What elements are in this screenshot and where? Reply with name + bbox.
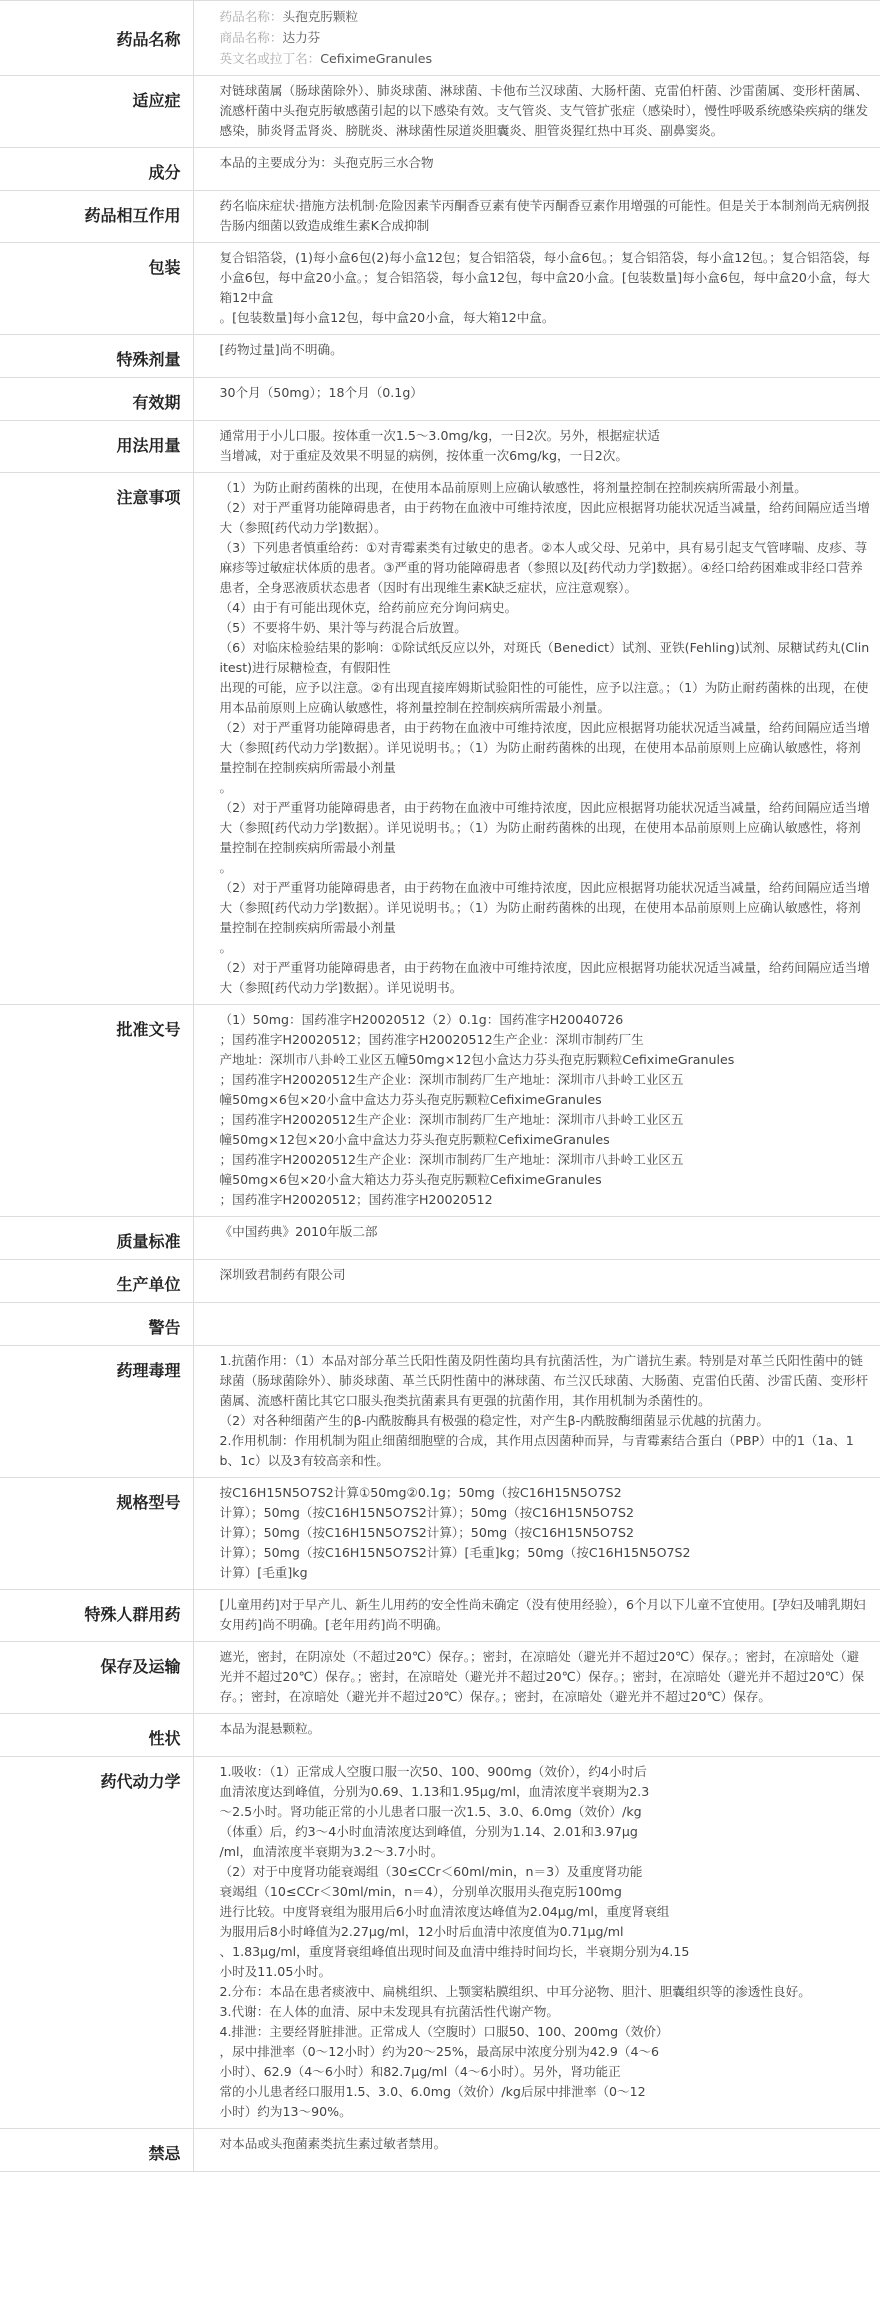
row-text: 本品的主要成分为：头孢克肟三水合物 [219, 155, 434, 170]
generic-name-line: 药品名称：头孢克肟颗粒 [219, 9, 359, 24]
row-label: 质量标准 [0, 1217, 193, 1260]
row-value [193, 2129, 880, 2172]
row-label: 保存及运输 [0, 1642, 193, 1714]
row-label: 性状 [0, 1714, 193, 1757]
row-label: 用法用量 [0, 421, 193, 473]
row-text: （1）为防止耐药菌株的出现，在使用本品前原则上应确认敏感性，将剂量控制在控制疾病所需最小剂量。 （2）对于严重肾功能障碍患者，由于药物在血液中可维持浓度，因此应根据肾功能状况适当减量，给药间隔应适当增大（参照[药代动力学]数据）。 （3）下列患者慎重给药：①对青霉素类有过敏史的患者。②本人或父母、兄弟中，具有易引起支气管哮喘、皮疹、荨麻疹等过敏症状体质的患者。③严重的肾功能障碍患者（参照以及[药代动力学]数据）。④经口给药困难或非经口营养患者，全身恶液质状态患者（因时有出现维生素K缺乏症状，应注意观察）。 （4）由于有可能出现休克，给药前应充分询问病史。 （5）不要将牛奶、果汁等与药混合后放置。 （6）对临床检验结果的影响：①除试纸反应以外，对斑氏（Benedict）试剂、亚铁(Fehling)试剂、尿糖试药丸(Clinitest)进行尿糖检查，有假阳性 出现的可能，应予以注意。②有出现直接库姆斯试验阳性的可能性，应予以注意。；（1）为防止耐药菌株的出现，在使用本品前原则上应确认敏感性，将剂量控制在控制疾病所需最小剂量。 （2）对于严重肾功能障碍患者，由于药物在血液中可维持浓度，因此应根据肾功能状况适当减量，给药间隔应适当增大（参照[药代动力学]数据）。详见说明书。；（1）为防止耐药菌株的出现，在使用本品前原则上应确认敏感性，将剂量控制在控制疾病所需最小剂量 。 （2）对于严重肾功能障碍患者，由于药物在血液中可维持浓度，因此应根据肾功能状况适当减量，给药间隔应适当增大（参照[药代动力学]数据）。详见说明书。；（1）为防止耐药菌株的出现，在使用本品前原则上应确认敏感性，将剂量控制在控制疾病所需最小剂量 。 （2）对于严重肾功能障碍患者，由于药物在血液中可维持浓度，因此应根据肾功能状况适当减量，给药间隔应适当增大（参照[药代动力学]数据）。详见说明书。；（1）为防止耐药菌株的出现，在使用本品前原则上应确认敏感性，将剂量控制在控制疾病所需最小剂量 。 （2）对于严重肾功能障碍患者，由于药物在血液中可维持浓度，因此应根据肾功能状况适当减量，给药间隔应适当增大（参照[药代动力学]数据）。详见说明书。 [219, 480, 870, 995]
english-name-line: 英文名或拉丁名：CefiximeGranules [219, 51, 433, 66]
row-appearance [0, 1714, 880, 1757]
row-approval-number [0, 1005, 880, 1217]
row-label: 禁忌 [0, 2129, 193, 2172]
row-text: 复合铝箔袋，(1)每小盒6包(2)每小盒12包；复合铝箔袋，每小盒6包。；复合铝箔袋，每小盒12包。；复合铝箔袋，每小盒6包，每中盒20小盒。；复合铝箔袋，每小盒12包，每中盒20小盒。[包装数量]每小盒6包，每中盒20小盒，每大箱12中盒 。[包装数量]每小盒12包，每中盒20小盒，每大箱12中盒。 [219, 250, 870, 325]
row-quality-standard [0, 1217, 880, 1260]
row-text: [药物过量]尚不明确。 [219, 342, 343, 357]
row-value [193, 191, 880, 243]
row-text: [儿童用药]对于早产儿、新生儿用药的安全性尚未确定（没有使用经验），6个月以下儿童不宜使用。[孕妇及哺乳期妇女用药]尚不明确。[老年用药]尚不明确。 [219, 1597, 866, 1632]
row-specification [0, 1478, 880, 1590]
generic-name-key: 药品名称 [219, 9, 270, 24]
row-value [193, 1303, 880, 1346]
row-text: 1.吸收：（1）正常成人空腹口服一次50、100、900mg（效价），约4小时后 血清浓度达到峰值，分别为0.69、1.13和1.95μg/ml，血清浓度半衰期为2.3 ～2.5小时。肾功能正常的小儿患者口服一次1.5、3.0、6.0mg（效价）/kg （体重）后，约3～4小时血清浓度达到峰值，分别为1.14、2.01和3.97μg /ml，血清浓度半衰期为3.2～3.7小时。 （2）对于中度肾功能衰竭组（30≤CCr＜60ml/min，n＝3）及重度肾功能 衰竭组（10≤CCr＜30ml/min，n＝4），分别单次服用头孢克肟100mg 进行比较。中度肾衰组为服用后6小时血清浓度达峰值为2.04μg/ml，重度肾衰组 为服用后8小时峰值为2.27μg/ml，12小时后血清中浓度值为0.71μg/ml 、1.83μg/ml，重度肾衰组峰值出现时间及血清中维持时间均长，半衰期分别为4.15 小时及11.05小时。 2.分布：本品在患者痰液中、扁桃组织、上颚窦粘膜组织、中耳分泌物、胆汁、胆囊组织等的渗透性良好。 3.代谢：在人体的血清、尿中未发现具有抗菌活性代谢产物。 4.排泄：主要经肾脏排泄。正常成人（空腹时）口服50、100、200mg（效价） ，尿中排泄率（0～12小时）约为20～25%，最高尿中浓度分别为42.9（4～6 小时）、62.9（4～6小时）和82.7μg/ml（4～6小时）。另外，肾功能正 常的小儿患者经口服用1.5、3.0、6.0mg（效价）/kg后尿中排泄率（0～12 小时）约为13～90%。 [219, 1764, 811, 2119]
row-label: 适应症 [0, 76, 193, 148]
trade-name-value: 达力芬 [282, 30, 321, 45]
row-value [193, 76, 880, 148]
row-text: 《中国药典》2010年版二部 [219, 1224, 378, 1239]
row-pharmacology [0, 1346, 880, 1478]
row-indications [0, 76, 880, 148]
row-text: 对本品或头孢菌素类抗生素过敏者禁用。 [219, 2136, 447, 2151]
row-value [193, 1346, 880, 1478]
row-label: 成分 [0, 148, 193, 191]
row-text: 通常用于小儿口服。按体重一次1.5～3.0mg/kg，一日2次。另外，根据症状适 当增减，对于重症及效果不明显的病例，按体重一次6mg/kg，一日2次。 [219, 428, 660, 463]
row-text: 1.抗菌作用：（1）本品对部分革兰氏阳性菌及阴性菌均具有抗菌活性，为广谱抗生素。特别是对革兰氏阳性菌中的链球菌（肠球菌除外）、肺炎球菌、革兰氏阴性菌中的淋球菌、布兰汉氏球菌、大肠菌、克雷伯氏菌、沙雷氏菌、变形杆菌属、流感杆菌比其它口服头孢类抗菌素具有更强的抗菌作用，其作用机制为杀菌性的。 （2）对各种细菌产生的β-内酰胺酶具有极强的稳定性，对产生β-内酰胺酶细菌显示优越的抗菌力。 2.作用机制：作用机制为阻止细菌细胞壁的合成，其作用点因菌种而异，与青霉素结合蛋白（PBP）中的1（1a、1b、1c）以及3有较高亲和性。 [219, 1353, 869, 1468]
trade-name-key: 商品名称 [219, 30, 270, 45]
row-value [193, 1590, 880, 1642]
row-text: 对链球菌属（肠球菌除外）、肺炎球菌、淋球菌、卡他布兰汉球菌、大肠杆菌、克雷伯杆菌、沙雷菌属、变形杆菌属、流感杆菌中头孢克肟敏感菌引起的以下感染有效。支气管炎、支气管扩张症（感染时），慢性呼吸系统感染疾病的继发感染，肺炎肾盂肾炎、膀胱炎、淋球菌性尿道炎胆囊炎、胆管炎猩红热中耳炎、副鼻窦炎。 [219, 83, 869, 138]
row-value [193, 1217, 880, 1260]
row-label: 包装 [0, 243, 193, 335]
row-packaging [0, 243, 880, 335]
row-label: 有效期 [0, 378, 193, 421]
row-label: 批准文号 [0, 1005, 193, 1217]
row-text: 遮光，密封，在阴凉处（不超过20℃）保存。；密封，在凉暗处（避光并不超过20℃）保存。；密封，在凉暗处（避光并不超过20℃）保存。；密封，在凉暗处（避光并不超过20℃）保存。；密封，在凉暗处（避光并不超过20℃）保存。；密封，在凉暗处（避光并不超过20℃）保存。；密封，在凉暗处（避光并不超过20℃）保存。 [219, 1649, 865, 1704]
row-text: 按C16H15N5O7S2计算①50mg②0.1g；50mg（按C16H15N5O7S2 计算）；50mg（按C16H15N5O7S2计算）；50mg（按C16H15N5O7S2 计算）；50mg（按C16H15N5O7S2计算）；50mg（按C16H15N5O7S2 计算）；50mg（按C16H15N5O7S2计算）[毛重]kg；50mg（按C16H15N5O7S2 计算）[毛重]kg [219, 1485, 691, 1580]
row-value [193, 1714, 880, 1757]
row-shelf-life [0, 378, 880, 421]
row-label: 药品相互作用 [0, 191, 193, 243]
row-special-populations [0, 1590, 880, 1642]
row-label: 生产单位 [0, 1260, 193, 1303]
row-label: 特殊人群用药 [0, 1590, 193, 1642]
row-value [193, 1, 880, 76]
row-value [193, 1757, 880, 2129]
row-value [193, 243, 880, 335]
row-value [193, 421, 880, 473]
row-manufacturer [0, 1260, 880, 1303]
row-warning [0, 1303, 880, 1346]
row-label: 药代动力学 [0, 1757, 193, 2129]
row-label: 药理毒理 [0, 1346, 193, 1478]
row-value [193, 378, 880, 421]
row-value [193, 1005, 880, 1217]
row-label: 药品名称 [0, 1, 193, 76]
row-value [193, 1642, 880, 1714]
trade-name-line: 商品名称：达力芬 [219, 30, 321, 45]
row-text: 药名临床症状·措施方法机制·危险因素苄丙酮香豆素有使苄丙酮香豆素作用增强的可能性。但是关于本制剂尚无病例报告肠内细菌以致造成维生素K合成抑制 [219, 198, 870, 233]
row-contraindications [0, 2129, 880, 2172]
row-text: 本品为混悬颗粒。 [219, 1721, 321, 1736]
row-value [193, 1260, 880, 1303]
row-label: 警告 [0, 1303, 193, 1346]
row-value [193, 1478, 880, 1590]
row-interactions [0, 191, 880, 243]
row-text: 30个月（50mg）；18个月（0.1g） [219, 385, 423, 400]
row-value [193, 473, 880, 1005]
row-label: 特殊剂量 [0, 335, 193, 378]
row-usage-dosage [0, 421, 880, 473]
row-storage [0, 1642, 880, 1714]
generic-name-value: 头孢克肟颗粒 [282, 9, 359, 24]
row-label: 注意事项 [0, 473, 193, 1005]
english-name-value: CefiximeGranules [320, 51, 433, 66]
row-pharmacokinetics [0, 1757, 880, 2129]
row-precautions [0, 473, 880, 1005]
row-value [193, 335, 880, 378]
row-value [193, 148, 880, 191]
row-label: 规格型号 [0, 1478, 193, 1590]
english-name-key: 英文名或拉丁名 [219, 51, 308, 66]
row-ingredients [0, 148, 880, 191]
row-text: （1）50mg：国药准字H20020512（2）0.1g：国药准字H20040726 ；国药准字H20020512；国药准字H20020512生产企业：深圳市制药厂生 产地址：深圳市八卦岭工业区五幢50mg×12包小盒达力芬头孢克肟颗粒CefiximeGranules ；国药准字H20020512生产企业：深圳市制药厂生产地址：深圳市八卦岭工业区五 幢50mg×6包×20小盒中盒达力芬头孢克肟颗粒CefiximeGranules ；国药准字H20020512生产企业：深圳市制药厂生产地址：深圳市八卦岭工业区五 幢50mg×12包×20小盒中盒达力芬头孢克肟颗粒CefiximeGranules ；国药准字H20020512生产企业：深圳市制药厂生产地址：深圳市八卦岭工业区五 幢50mg×6包×20小盒大箱达力芬头孢克肟颗粒CefiximeGranules ；国药准字H20020512；国药准字H20020512 [219, 1012, 735, 1207]
row-text: 深圳致君制药有限公司 [219, 1267, 346, 1282]
row-special-dosage [0, 335, 880, 378]
row-drug-name [0, 1, 880, 76]
